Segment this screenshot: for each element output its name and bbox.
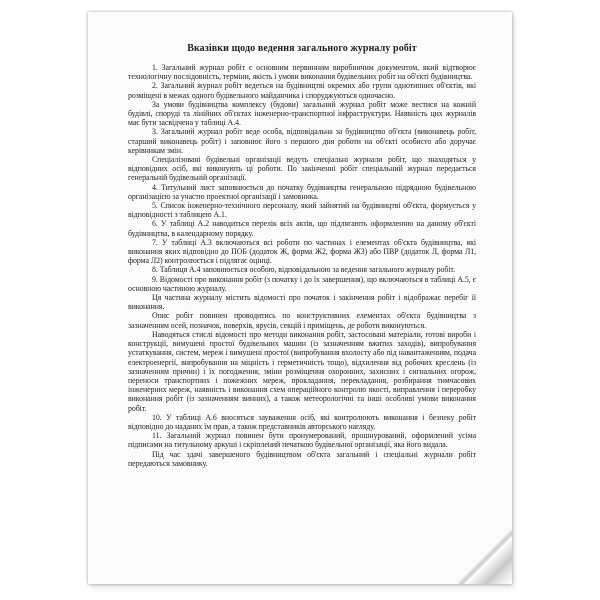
document-sheet [88,12,512,584]
paragraph-4: 3. Загальний журнал робіт веде особа, відповідальна за будівництво об'єкта (виконавець робіт, старший виконавець робіт) і заповнює його з першого дня роботи на об'єкті особисто або доручає керівникам змін. [128,127,476,155]
paragraph-7: 5. Список інженерно-технічного персоналу, який зайнятий на будівництві об'єкта, формується у відповідності з таблицею А.1. [128,201,476,220]
paragraph-17: Під час здачі завершеного будівництвом об'єкта загальний і спеціальні журнали робіт передаються замовнику. [128,449,476,468]
paragraph-11: 9. Відомості про виконання робіт (з початку і до їх завершення), що включаються в таблиці А.5, є основною частиною журналу. [128,274,476,293]
page-curl [464,536,512,584]
paragraph-1: 1. Загальний журнал робіт є основним первинним виробничим документом, який відтворює технологічну послідовність, терміни, якість і умови виконання будівельних робіт на об'єкті будівництва. [128,63,476,82]
paragraph-13: Опис робіт повинен проводитись по конструктивних елементах об'єкта будівництва з зазначенням осей, позначок, поверхів, ярусів, секцій і приміщень, де роботи виконуються. [128,311,476,330]
paragraph-3: За умови будівництва комплексу (будови) загальний журнал робіт може вестися на кожній будівлі, споруді та лінійних об'єктах інженерно-транспортної інфраструктури. Наявність цих журналів має бути засвідчена у таблиці А.4. [128,99,476,128]
paragraph-14: Наводяться стислі відомості про методи виконання робіт, застосовані матеріали, готові вироби і конструкції, вимушені простої будівельних машин (із зазначенням вжитих заходів), випробування устаткування, систем, мереж і вимушені простої (випробування вхолосту або під навантаженням, подача електроенергії, випробування на міцність і герметичність тощо), відхилення від робочих креслень (із зазначенням причин) і їх погодження, зміни розміщення охоронних, захисних і сигнальних огорож, переноси транспортних і пожежних мереж, прокладання, перекладання, розбирання тимчасових інженерних мереж, наявність і виконання схем операційного контролю якості, виправлення і переробку виконання робіт (із зазначенням винних), а також метеорологічні та інші особливі умови виконання робіт. [128,329,476,413]
paragraph-12: Ця частина журналу містить відомості про початок і закінчення робіт і відображає перебіг її виконання. [128,293,476,312]
paragraph-10: 8. Таблиця А.4 заповнюється особою, відповідальною за ведення загального журналу робіт. [152,265,456,275]
paragraph-5: Спеціалізовані будівельні організації ведуть спеціальні журнали робіт, що знаходяться у відповідних осіб, які виконують ці роботи. По закінченні робіт спеціальний журнал передається генеральній будівельній організації. [128,155,476,183]
paragraph-6: 4. Титульний лист заповнюється до початку будівництва генеральною підрядною будівельною організацією за участю проектної організації і замовника. [128,182,476,201]
paragraph-16: 11. Загальний журнал повинен бути пронумерований, прошнурований, оформлений усіма підписами на титульному аркуші і скріплений печаткою будівельної організації, яка його видала. [128,431,476,450]
paragraph-9: 7. У таблиці А.3 включаються всі роботи по частинах і елементах об'єкта будівництва, які виконання яких відповідно до ПОБ (додаток Ж, форма Ж2, форма Ж3) або ПВР (додаток Л, форма Л1, форма Л2) контролюється і підлягає оцінці. [128,237,476,266]
paragraph-15: 10. У таблиці А.6 вносяться зауваження осіб, які контролюють виконання і безпеку робіт відповідно до наданих їм прав, а також представників авторського нагляду. [128,412,476,431]
paragraph-2: 2. Загальний журнал робіт ведеться на будівництві окремих або групи однотипних об'єктів, які розміщені в межах одного будівельного майданчика і споруджуються одночасно. [128,81,476,100]
document-title: Вказівки щодо ведення загального журналу робіт [187,43,417,54]
document-content [128,43,476,468]
paragraph-8: 6. У таблиці А.2 наводиться перелік всіх актів, що підлягають оформленню на даному об'єкті будівництва, в календарному порядку. [128,219,476,238]
